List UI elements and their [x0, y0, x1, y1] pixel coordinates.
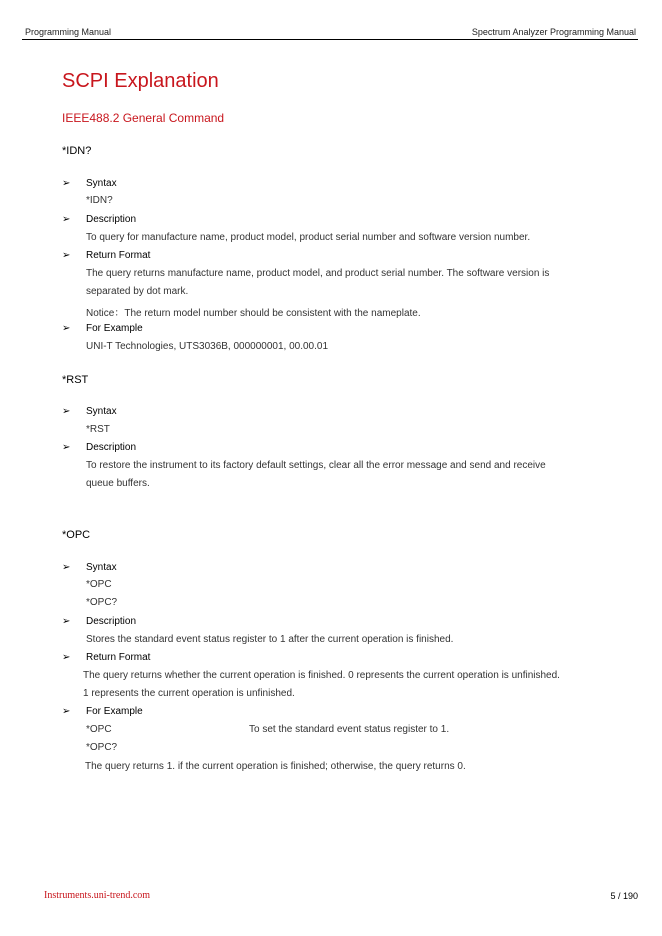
footer-site-link[interactable]: Instruments.uni-trend.com	[44, 890, 151, 901]
opc-return-label: Return Format	[86, 652, 151, 663]
opc-example-label: For Example	[86, 706, 143, 717]
opc-return-line2: 1 represents the current operation is unfinished.	[83, 688, 295, 699]
idn-syntax-label: Syntax	[86, 178, 117, 189]
cmd-rst-title: *RST	[62, 374, 89, 386]
bullet-arrow-icon: ➢	[62, 652, 71, 663]
opc-syntax-line1: *OPC	[86, 579, 112, 590]
bullet-arrow-icon: ➢	[62, 562, 71, 573]
opc-desc-label: Description	[86, 616, 137, 627]
idn-example-text: UNI-T Technologies, UTS3036B, 000000001, 00.00.01	[86, 341, 329, 352]
opc-example-cmd1: *OPC	[86, 724, 112, 735]
bullet-arrow-icon: ➢	[62, 214, 71, 225]
idn-desc-label: Description	[86, 214, 137, 225]
bullet-arrow-icon: ➢	[62, 250, 71, 261]
idn-return-line2: separated by dot mark.	[86, 286, 189, 297]
header-right: Spectrum Analyzer Programming Manual	[471, 27, 636, 37]
opc-example-desc1: To set the standard event status register to 1.	[249, 724, 450, 735]
rst-desc-label: Description	[86, 442, 137, 453]
idn-return-line1: The query returns manufacture name, product model, and product serial number. The software version is	[86, 268, 550, 279]
idn-notice: Notice：The return model number should be consistent with the nameplate.	[86, 308, 421, 319]
page-number: 5 / 190	[610, 891, 638, 901]
opc-return-line1: The query returns whether the current operation is finished. 0 represents the current operation is unfinished.	[83, 670, 560, 681]
bullet-arrow-icon: ➢	[62, 706, 71, 717]
idn-return-label: Return Format	[86, 250, 151, 261]
section-title: IEEE488.2 General Command	[62, 111, 225, 125]
header-left: Programming Manual	[25, 27, 112, 37]
cmd-idn-title: *IDN?	[62, 145, 92, 157]
opc-example-line3: The query returns 1. if the current operation is finished; otherwise, the query returns 0.	[85, 761, 466, 772]
cmd-opc-title: *OPC	[62, 529, 91, 541]
opc-desc-text: Stores the standard event status register to 1 after the current operation is finished.	[86, 634, 454, 645]
idn-desc-text: To query for manufacture name, product model, product serial number and software version number.	[86, 232, 531, 243]
idn-example-label: For Example	[86, 323, 143, 334]
bullet-arrow-icon: ➢	[62, 406, 71, 417]
rst-desc-line1: To restore the instrument to its factory default settings, clear all the error message and send and receive	[86, 460, 546, 471]
bullet-arrow-icon: ➢	[62, 442, 71, 453]
opc-syntax-label: Syntax	[86, 562, 117, 573]
page-header	[22, 26, 638, 40]
bullet-arrow-icon: ➢	[62, 323, 71, 334]
rst-syntax-label: Syntax	[86, 406, 117, 417]
rst-syntax-text: *RST	[86, 424, 110, 435]
idn-syntax-text: *IDN?	[86, 195, 113, 206]
opc-syntax-line2: *OPC?	[86, 597, 118, 608]
bullet-arrow-icon: ➢	[62, 178, 71, 189]
rst-desc-line2: queue buffers.	[86, 478, 150, 489]
opc-example-cmd2: *OPC?	[86, 742, 118, 753]
page-title: SCPI Explanation	[62, 70, 219, 92]
bullet-arrow-icon: ➢	[62, 616, 71, 627]
